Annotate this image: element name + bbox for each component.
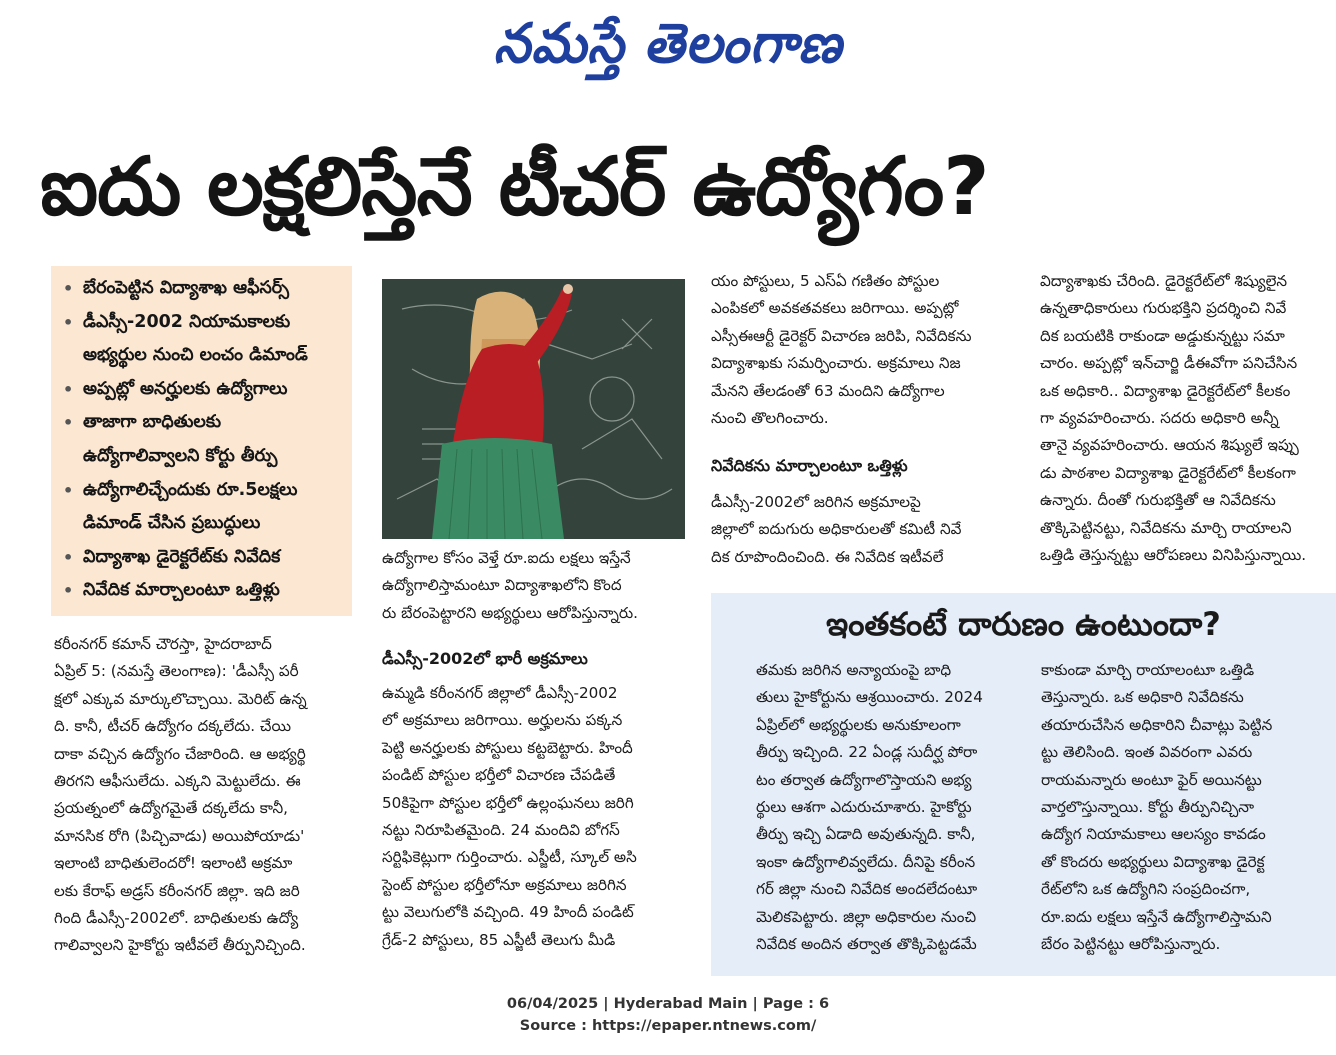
masthead (0, 4, 1336, 84)
column-2-intro (382, 545, 690, 627)
sidebar-right-line: తో కొందరు అభ్యర్థులు విద్యాశాఖ డైరెక్ట (1041, 852, 1265, 871)
highlights-box (51, 266, 352, 616)
column-3-subhead: నివేదికను మార్చాలంటూ ఒత్తిళ్లు (711, 456, 908, 475)
highlight-item (61, 272, 346, 306)
highlight-text: బేరంపెట్టిన విద్యాశాఖ ఆఫీసర్స్ (83, 278, 289, 298)
bullet-icon: • (63, 413, 74, 433)
column-2-body-line: ట్టు వెలుగులోకి వచ్చింది. 49 హిందీ పండిట్ (382, 903, 634, 922)
column-3-top (711, 268, 1018, 432)
column-2-intro-line: ఉద్యోగాలిస్తామంటూ విద్యాశాఖలోని కొంద (382, 576, 622, 595)
sidebar-right-line: రేట్‌లోని ఒక ఉద్యోగిని సంప్రదించగా, (1041, 880, 1251, 899)
sidebar-right-line: వార్తలొస్తున్నాయి. కోర్టు తీర్పునిచ్చినా (1041, 798, 1255, 817)
column-2-body-line: ఉమ్మడి కరీంనగర్ జిల్లాలో డీఎస్సీ-2002 (382, 684, 618, 702)
column-3-top-line: మేనని తేలడంతో 63 మందిని ఉద్యోగాల (711, 381, 945, 400)
column-4-line: డు పాఠశాల విద్యాశాఖ డైరెక్టరేట్‌లో కీలకంగా (1040, 463, 1296, 482)
sidebar-right-line: రూ.ఐదు లక్షలు ఇస్తేనే ఉద్యోగాలిస్తామని (1041, 907, 1272, 926)
sidebar-right-line: తయారుచేసిన అధికారిని చీవాట్లు పెట్టిన (1041, 715, 1273, 734)
column-4-line: ఒక అధికారి.. విద్యాశాఖ డైరెక్టరేట్‌లో కీలకం (1040, 381, 1291, 400)
sidebar-left-line: ఏప్రిల్‌లో అభ్యర్థులకు అనుకూలంగా (756, 715, 961, 734)
column-1-line: ది. కానీ, టీచర్ ఉద్యోగం దక్కలేదు. చేయి (54, 717, 291, 736)
highlight-text: అభ్యర్థుల నుంచి లంచం డిమాండ్ (83, 345, 308, 366)
column-3-body-line: జిల్లాలో ఐదుగురు అధికారులతో కమిటీ నివే (711, 520, 962, 539)
sidebar-right-line: ట్టు తెలిసింది. ఇంత వివరంగా ఎవరు (1041, 743, 1253, 762)
column-2-body-line: సర్టిఫికెట్లుగా గుర్తించారు. ఎస్జీటీ, స్కూల్ అసి (382, 848, 637, 867)
sidebar-left-line: గర్ జిల్లా నుంచి నివేదిక అందలేదంటూ (756, 880, 978, 899)
sidebar-left-line: టం తర్వాత ఉద్యోగాలొస్తాయని అభ్య (756, 770, 972, 789)
teacher-at-blackboard-image (382, 279, 685, 539)
column-1-line: ఏప్రిల్ 5: (నమస్తే తెలంగాణ): 'డీఎస్సీ పరీ (54, 662, 299, 681)
column-3-top-line: ఎంపికలో అవకతవకలు జరిగాయి. అప్పట్లో (711, 299, 959, 318)
highlight-item (61, 541, 346, 575)
column-4-line: దిక బయటికి రాకుండా అడ్డుకున్నట్టు సమా (1040, 326, 1285, 345)
bullet-icon: • (63, 279, 74, 298)
column-2-body-line: పెట్టి అనర్హులకు పోస్టులు కట్టబెట్టారు. హిందీ (382, 738, 633, 757)
column-1-line: లకు కేరాఫ్ అడ్రస్ కరీంనగర్ జిల్లా. ఇది జరి (54, 881, 300, 900)
column-1-line: ప్రయత్నంలో ఉద్యోగమైతే దక్కలేదు కానీ, (54, 799, 288, 818)
column-1-line: గింది డీఎస్సీ-2002లో. బాధితులకు ఉద్యో (54, 909, 299, 928)
column-1 (54, 631, 356, 960)
column-1-line: గాలివ్వాలని హైకోర్టు ఇటీవలే తీర్పునిచ్చింది. (54, 936, 306, 955)
column-1-line: క్షలో ఎక్కువ మార్కులొచ్చాయి. మెరిట్ ఉన్న (54, 689, 307, 708)
highlight-text: డీఎస్సీ-2002 నియామకాలకు (83, 311, 291, 332)
footer-source: Source : https://epaper.ntnews.com/ (519, 1018, 817, 1034)
headline: ఐదు లక్షలిస్తేనే టీచర్ ఉద్యోగం? (40, 140, 989, 233)
column-4-line: చారం. అప్పట్లో ఇన్‌చార్జి డీఈవోగా పనిచేసిన (1040, 354, 1298, 373)
column-1-line: ఇలాంటి బాధితులెందరో! ఇలాంటి అక్రమా (54, 854, 293, 873)
column-3-top-line: యం పోస్టులు, 5 ఎస్ఏ గణితం పోస్టుల (711, 272, 940, 290)
sidebar-left-line: ర్థులు ఆశగా ఎదురుచూశారు. హైకోర్టు (756, 798, 972, 817)
highlight-item (61, 574, 346, 608)
column-2-body-line: గ్రేడ్-2 పోస్టులు, 85 ఎస్జీటీ తెలుగు మీడి (382, 930, 616, 949)
sidebar-left-line: ఇంకా ఉద్యోగాలివ్వలేదు. దీనిపై కరీంన (756, 852, 976, 871)
sidebar-left-line: తమకు జరిగిన అన్యాయంపై బాధి (756, 661, 952, 679)
column-4-line: తానై వ్యవహరించారు. ఆయన శిష్యులే ఇప్పు (1040, 436, 1299, 455)
column-1-line: కరీంనగర్ కమాన్ చౌరస్తా, హైదరాబాద్ (54, 635, 272, 653)
column-2-intro-line: ఉద్యోగాల కోసం వెళ్తే రూ.ఐదు లక్షలు ఇస్తేనే (382, 549, 631, 567)
sidebar-story-title: ఇంతకంటే దారుణం ఉంటుందా? (826, 605, 1221, 643)
column-2-body-line: పండిట్ పోస్టుల భర్తీలో విచారణ చేపడితే (382, 766, 616, 785)
column-4-line: విద్యాశాఖకు చేరింది. డైరెక్టరేట్‌లో శిష్యులైన (1040, 272, 1288, 290)
highlight-item (61, 373, 346, 407)
column-2-body-line: 50కిపైగా పోస్టుల భర్తీలో ఉల్లంఘనలు జరిగి (382, 793, 634, 812)
highlight-text: తాజాగా బాధితులకు (83, 412, 222, 433)
sidebar-story-left (756, 657, 1021, 958)
sidebar-right-line: రాయమన్నారు అంటూ ఫైర్ అయినట్టు (1041, 770, 1262, 789)
sidebar-left-line: తీర్పు ఇచ్చి ఏడాది అవుతున్నది. కానీ, (756, 825, 976, 844)
sidebar-story-box (711, 593, 1336, 976)
column-2-intro-line: రు బేరంపెట్టారని అభ్యర్థులు ఆరోపిస్తున్నారు. (382, 603, 638, 622)
column-3-body-line: డీఎస్సీ-2002లో జరిగిన అక్రమాలపై (711, 493, 921, 511)
highlight-text: విద్యాశాఖ డైరెక్టరేట్‌కు నివేదిక (83, 546, 281, 567)
column-4-line: ఉన్నారు. దీంతో గురుభక్తితో ఆ నివేదికను (1040, 491, 1276, 510)
newspaper-logo: నమస్తే తెలంగాణ (493, 12, 843, 76)
column-1-line: తిరగని ఆఫీసులేదు. ఎక్కని మెట్టులేదు. ఈ (54, 772, 301, 791)
column-4-line: తొక్కిపెట్టినట్టు, నివేదికను మార్చి రాయాలని (1040, 518, 1292, 537)
sidebar-right-line: కాకుండా మార్చి రాయాలంటూ ఒత్తిడి (1041, 661, 1255, 679)
bullet-icon: • (63, 480, 74, 500)
column-2-body-line: నట్టు నిరూపితమైంది. 24 మందివి బోగస్ (382, 821, 620, 840)
highlight-text: నివేదిక మార్చాలంటూ ఒత్తిళ్లు (83, 580, 280, 601)
bullet-icon: • (63, 312, 74, 332)
column-3-top-line: విద్యాశాఖకు సమర్పించారు. అక్రమాలు నిజ (711, 354, 961, 373)
column-2-subhead: డీఎస్సీ-2002లో భారీ అక్రమాలు (382, 649, 588, 668)
highlight-text: ఉద్యోగాలిచ్చేందుకు రూ.5లక్షలు (83, 479, 298, 500)
column-3-top-line: ఎస్సీఈఆర్టీ డైరెక్టర్ విచారణ జరిపి, నివేదికను (711, 326, 972, 345)
column-3-top-line: నుంచి తొలగించారు. (711, 409, 829, 428)
column-1-line: మానసిక రోగి (పిచ్చివాడు) అయిపోయాడు' (54, 826, 305, 845)
sidebar-right-line: ఉద్యోగ నియామకాలు ఆలస్యం కావడం (1041, 825, 1266, 844)
sidebar-right-line: బేరం పెట్టినట్టు ఆరోపిస్తున్నారు. (1041, 935, 1221, 954)
highlight-item (61, 306, 346, 373)
sidebar-right-line: తెస్తున్నారు. ఒక అధికారి నివేదికను (1041, 688, 1244, 707)
footer-date-edition: 06/04/2025 | Hyderabad Main | Page : 6 (506, 996, 830, 1012)
column-3-body-line: దిక రూపొందించింది. ఈ నివేదిక ఇటీవలే (711, 547, 944, 566)
highlight-text: డిమాండ్ చేసిన ప్రబుద్ధులు (83, 513, 261, 534)
highlight-text: అప్పట్లో అనర్హులకు ఉద్యోగాలు (83, 378, 288, 399)
column-2-body (382, 680, 690, 954)
column-4-line: ఒత్తిడి తెస్తున్నట్టు ఆరోపణలు వినిపిస్తున్నాయి. (1040, 546, 1307, 565)
highlight-text: ఉద్యోగాలివ్వాలని కోర్టు తీర్పు (83, 445, 278, 466)
sidebar-left-line: నివేదిక అందిన తర్వాత తొక్కిపెట్టడమే (756, 935, 977, 954)
column-4 (1040, 268, 1336, 569)
highlight-item (61, 474, 346, 541)
sidebar-left-line: తీర్పు ఇచ్చింది. 22 ఏండ్ల సుదీర్ఘ పోరా (756, 743, 978, 762)
page-footer (0, 993, 1336, 1037)
sidebar-story-right (1041, 657, 1326, 958)
column-2-body-line: స్టెంట్ పోస్టుల భర్తీలోనూ అక్రమాలు జరిగిన (382, 875, 627, 894)
column-1-line: దాకా వచ్చిన ఉద్యోగం చేజారింది. ఆ అభ్యర్థి (54, 744, 306, 763)
sidebar-left-line: తులు హైకోర్టును ఆశ్రయించారు. 2024 (756, 688, 983, 707)
article-photo (382, 279, 685, 539)
bullet-icon: • (63, 547, 74, 567)
column-2-body-line: లో అక్రమాలు జరిగాయి. అర్హులను పక్కన (382, 711, 623, 730)
sidebar-left-line: మెలికపెట్టారు. జిల్లా అధికారుల నుంచి (756, 907, 977, 926)
bullet-icon: • (63, 581, 74, 601)
highlight-item (61, 406, 346, 473)
column-4-line: ఉన్నతాధికారులు గురుభక్తిని ప్రదర్శించి నివే (1040, 299, 1287, 318)
column-3-body (711, 489, 1018, 571)
column-4-line: గా వ్యవహరించారు. సదరు అధికారి అన్నీ (1040, 409, 1279, 428)
bullet-icon: • (63, 379, 74, 399)
